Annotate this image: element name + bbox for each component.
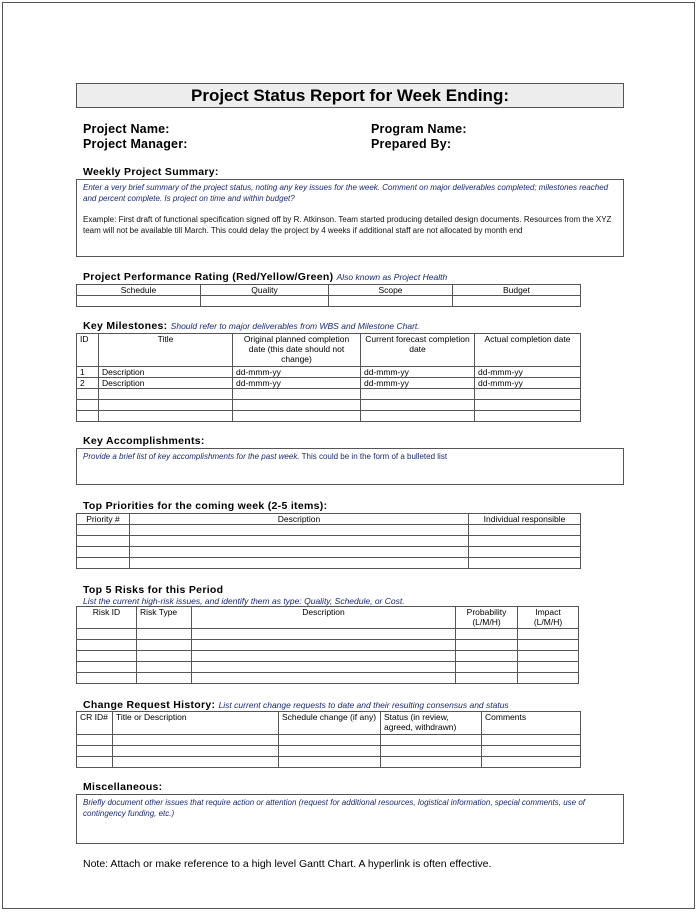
- table-row: [77, 640, 579, 651]
- table-row: [77, 400, 581, 411]
- milestone-forecast[interactable]: [361, 400, 475, 411]
- change-requests-heading: [83, 699, 509, 711]
- table-row: [77, 389, 581, 400]
- table-row: [77, 629, 579, 640]
- priority-cell[interactable]: [130, 558, 469, 569]
- table-row: [77, 536, 581, 547]
- milestone-forecast[interactable]: dd-mmm-yy: [361, 378, 475, 389]
- risk-cell[interactable]: [137, 629, 192, 640]
- project-name-label: Project Name:: [83, 122, 170, 136]
- risks-col-description: Description: [192, 607, 456, 629]
- performance-cell[interactable]: [453, 296, 581, 307]
- milestone-title[interactable]: Description: [99, 378, 233, 389]
- milestones-col-planned: Original planned completion date (this date should not change): [233, 334, 361, 367]
- table-row: [77, 547, 581, 558]
- change-request-cell[interactable]: [113, 746, 279, 757]
- change-request-cell[interactable]: [381, 757, 482, 768]
- performance-col-budget: Budget: [453, 285, 581, 296]
- table-row: [77, 662, 579, 673]
- risk-cell[interactable]: [77, 640, 137, 651]
- priority-cell[interactable]: [469, 547, 581, 558]
- milestone-actual[interactable]: dd-mmm-yy: [475, 378, 581, 389]
- risks-col-id: Risk ID: [77, 607, 137, 629]
- milestone-actual[interactable]: dd-mmm-yy: [475, 367, 581, 378]
- risk-cell[interactable]: [77, 629, 137, 640]
- milestone-planned[interactable]: dd-mmm-yy: [233, 378, 361, 389]
- milestone-actual[interactable]: [475, 389, 581, 400]
- table-row: [77, 651, 579, 662]
- priority-cell[interactable]: [77, 558, 130, 569]
- priorities-table: [76, 513, 581, 569]
- change-request-cell[interactable]: [279, 735, 381, 746]
- risk-cell[interactable]: [192, 640, 456, 651]
- change-requests-hint: List current change requests to date and their resulting consensus and status: [218, 700, 509, 710]
- table-row: [77, 378, 581, 389]
- milestones-heading-text: Key Milestones:: [83, 320, 168, 332]
- performance-col-quality: Quality: [201, 285, 329, 296]
- performance-cell[interactable]: [329, 296, 453, 307]
- risk-cell[interactable]: [518, 662, 579, 673]
- change-request-cell[interactable]: [482, 735, 581, 746]
- risk-cell[interactable]: [518, 629, 579, 640]
- change-requests-heading-text: Change Request History:: [83, 699, 216, 711]
- change-request-cell[interactable]: [77, 735, 113, 746]
- change-requests-table: [76, 711, 581, 768]
- accomplishments-instruction-2: This could be in the form of a bulleted list: [301, 452, 448, 461]
- risk-cell[interactable]: [137, 673, 192, 684]
- risks-col-type: Risk Type: [137, 607, 192, 629]
- risk-cell[interactable]: [192, 673, 456, 684]
- table-row: [77, 558, 581, 569]
- accomplishments-instruction: Provide a brief list of key accomplishments for the past week.: [83, 452, 300, 461]
- risk-cell[interactable]: [456, 629, 518, 640]
- change-request-cell[interactable]: [279, 757, 381, 768]
- risks-hint: List the current high-risk issues, and identify them as type: Quality, Schedule, or Cost.: [83, 596, 405, 606]
- misc-box[interactable]: [76, 794, 624, 844]
- milestone-id[interactable]: [77, 411, 99, 422]
- change-request-cell[interactable]: [482, 746, 581, 757]
- milestone-actual[interactable]: [475, 400, 581, 411]
- performance-heading-text: Project Performance Rating (Red/Yellow/Green): [83, 271, 334, 283]
- milestone-planned[interactable]: [233, 400, 361, 411]
- misc-instruction: Briefly document other issues that require action or attention (request for additional resources, logistical information, special comments, use of contingency funding, etc.): [83, 798, 586, 818]
- project-manager-label: Project Manager:: [83, 137, 188, 151]
- milestones-heading: [83, 320, 420, 332]
- performance-cell[interactable]: [201, 296, 329, 307]
- change-requests-col-title: Title or Description: [113, 712, 279, 735]
- change-request-cell[interactable]: [77, 757, 113, 768]
- performance-col-scope: Scope: [329, 285, 453, 296]
- performance-heading: [83, 271, 447, 283]
- table-row: [77, 525, 581, 536]
- priority-cell[interactable]: [130, 525, 469, 536]
- priority-cell[interactable]: [469, 558, 581, 569]
- risk-cell[interactable]: [518, 673, 579, 684]
- table-row: [77, 367, 581, 378]
- milestone-forecast[interactable]: dd-mmm-yy: [361, 367, 475, 378]
- change-request-cell[interactable]: [113, 757, 279, 768]
- risk-cell[interactable]: [77, 662, 137, 673]
- priority-cell[interactable]: [130, 536, 469, 547]
- change-request-cell[interactable]: [381, 735, 482, 746]
- priority-cell[interactable]: [77, 536, 130, 547]
- priority-cell[interactable]: [469, 525, 581, 536]
- priority-cell[interactable]: [130, 547, 469, 558]
- risk-cell[interactable]: [77, 673, 137, 684]
- change-request-cell[interactable]: [482, 757, 581, 768]
- milestone-planned[interactable]: [233, 389, 361, 400]
- risk-cell[interactable]: [137, 640, 192, 651]
- risks-table: [76, 606, 579, 684]
- milestone-planned[interactable]: [233, 411, 361, 422]
- program-name-label: Program Name:: [371, 122, 467, 136]
- change-request-cell[interactable]: [381, 746, 482, 757]
- table-row: [77, 411, 581, 422]
- milestone-forecast[interactable]: [361, 411, 475, 422]
- milestone-title[interactable]: Description: [99, 367, 233, 378]
- milestone-title[interactable]: [99, 400, 233, 411]
- misc-heading: Miscellaneous:: [83, 781, 163, 793]
- prepared-by-label: Prepared By:: [371, 137, 452, 151]
- milestone-forecast[interactable]: [361, 389, 475, 400]
- milestones-col-id: ID: [77, 334, 99, 367]
- milestone-id[interactable]: 2: [77, 378, 99, 389]
- performance-table: [76, 284, 581, 307]
- risk-cell[interactable]: [192, 662, 456, 673]
- risk-cell[interactable]: [192, 629, 456, 640]
- accomplishments-heading: Key Accomplishments:: [83, 435, 205, 447]
- change-requests-col-schedule: Schedule change (if any): [279, 712, 381, 735]
- risk-cell[interactable]: [137, 662, 192, 673]
- milestone-id[interactable]: [77, 389, 99, 400]
- table-row: [77, 757, 581, 768]
- summary-instruction: Enter a very brief summary of the project status, noting any key issues for the week. Comment on major deliverables completed; milestones reached and percent complete. Is project on time and within budget?: [83, 183, 609, 203]
- risks-col-probability: Probability (L/M/H): [456, 607, 518, 629]
- risks-heading: Top 5 Risks for this Period: [83, 584, 224, 596]
- summary-example: Example: First draft of functional specification signed off by R. Atkinson. Team started producing detailed design documents. Resources from the XYZ team will not be available till March. This could delay the project by 4 weeks if additional staff are not allocated by month end: [83, 215, 612, 235]
- performance-col-schedule: Schedule: [77, 285, 201, 296]
- risk-cell[interactable]: [456, 651, 518, 662]
- accomplishments-box[interactable]: [76, 448, 624, 485]
- table-row: [77, 746, 581, 757]
- change-requests-col-comments: Comments: [482, 712, 581, 735]
- change-requests-col-status: Status (in review, agreed, withdrawn): [381, 712, 482, 735]
- milestones-col-forecast: Current forecast completion date: [361, 334, 475, 367]
- summary-box[interactable]: [76, 179, 624, 257]
- milestone-title[interactable]: [99, 389, 233, 400]
- table-row: [77, 735, 581, 746]
- summary-heading: Weekly Project Summary:: [83, 166, 219, 178]
- change-request-cell[interactable]: [77, 746, 113, 757]
- priorities-col-number: Priority #: [77, 514, 130, 525]
- milestone-id[interactable]: 1: [77, 367, 99, 378]
- risk-cell[interactable]: [456, 662, 518, 673]
- risk-cell[interactable]: [518, 640, 579, 651]
- performance-hint: Also known as Project Health: [336, 272, 448, 282]
- priority-cell[interactable]: [77, 547, 130, 558]
- change-request-cell[interactable]: [279, 746, 381, 757]
- performance-cell[interactable]: [77, 296, 201, 307]
- footer-note: Note: Attach or make reference to a high level Gantt Chart. A hyperlink is often effective.: [83, 858, 492, 870]
- milestone-actual[interactable]: [475, 411, 581, 422]
- risk-cell[interactable]: [456, 673, 518, 684]
- risk-cell[interactable]: [137, 651, 192, 662]
- risk-cell[interactable]: [456, 640, 518, 651]
- milestone-id[interactable]: [77, 400, 99, 411]
- milestone-planned[interactable]: dd-mmm-yy: [233, 367, 361, 378]
- milestones-table: [76, 333, 581, 422]
- milestone-title[interactable]: [99, 411, 233, 422]
- risk-cell[interactable]: [77, 651, 137, 662]
- priority-cell[interactable]: [469, 536, 581, 547]
- change-request-cell[interactable]: [113, 735, 279, 746]
- risks-col-impact: Impact (L/M/H): [518, 607, 579, 629]
- milestones-hint: Should refer to major deliverables from WBS and Milestone Chart.: [170, 321, 420, 331]
- priorities-col-description: Description: [130, 514, 469, 525]
- table-row: [77, 673, 579, 684]
- risk-cell[interactable]: [518, 651, 579, 662]
- priorities-heading: Top Priorities for the coming week (2-5 items):: [83, 500, 328, 512]
- report-title: Project Status Report for Week Ending:: [76, 83, 624, 108]
- milestones-col-title: Title: [99, 334, 233, 367]
- risk-cell[interactable]: [192, 651, 456, 662]
- priority-cell[interactable]: [77, 525, 130, 536]
- priorities-col-responsible: Individual responsible: [469, 514, 581, 525]
- change-requests-col-id: CR ID#: [77, 712, 113, 735]
- milestones-col-actual: Actual completion date: [475, 334, 581, 367]
